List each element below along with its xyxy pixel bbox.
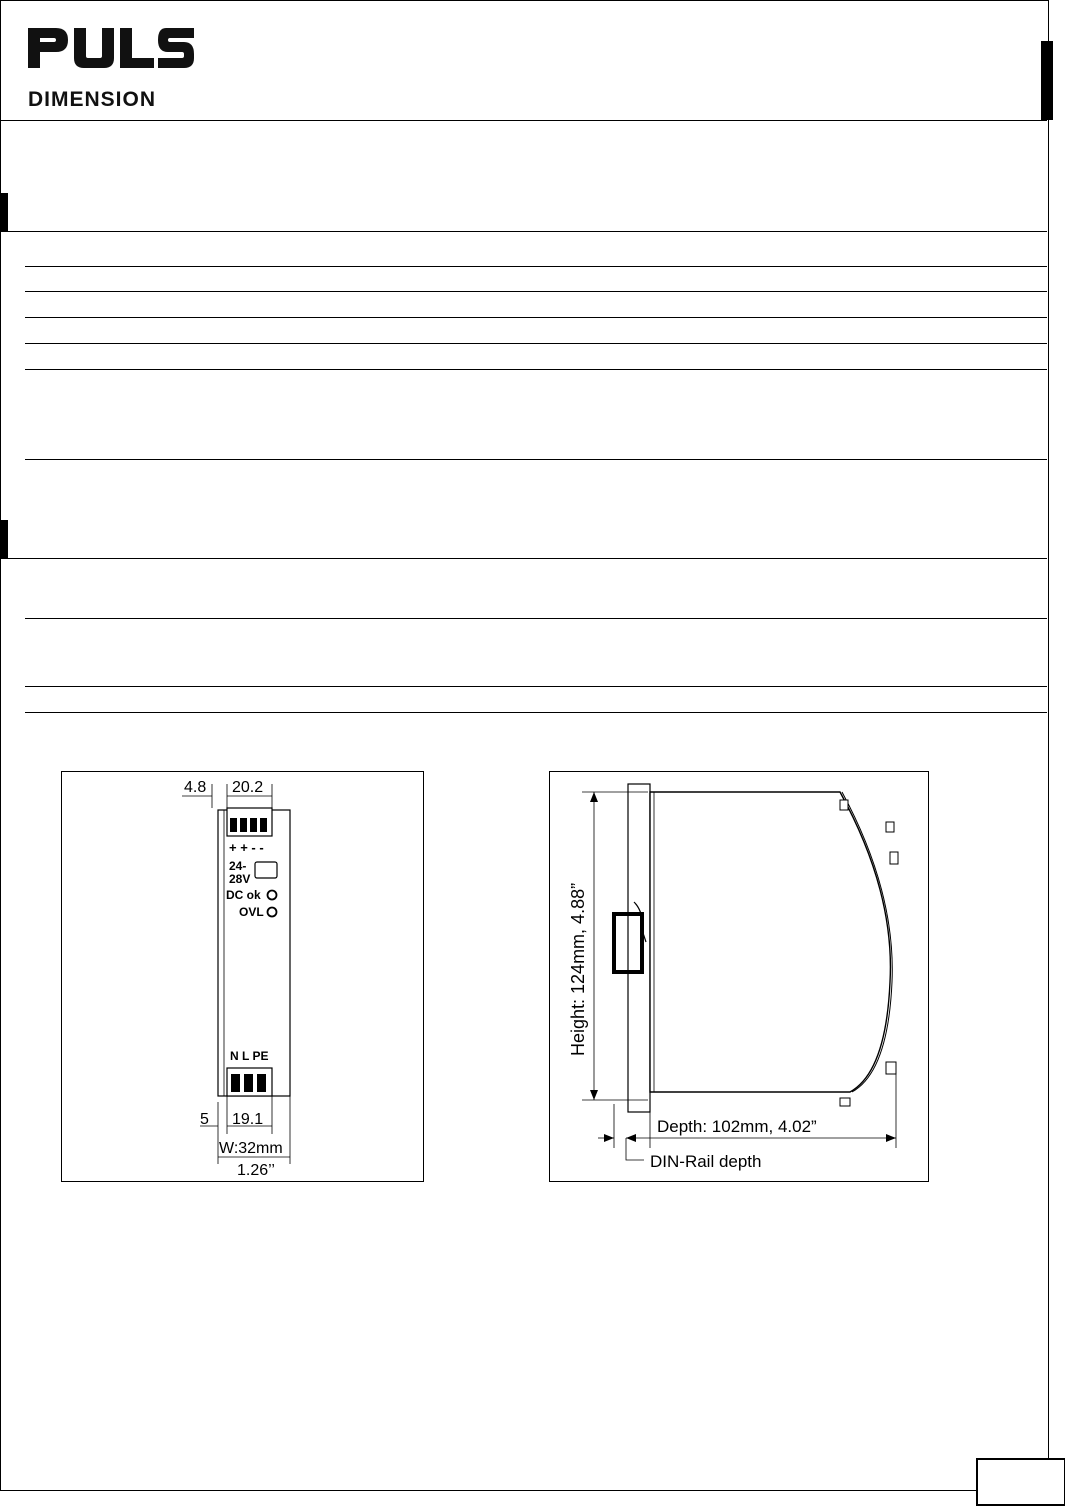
side-view-drawing (549, 771, 929, 1182)
table-row-rule (25, 343, 1047, 344)
table-row-rule (25, 459, 1047, 460)
front-view-drawing (61, 771, 424, 1182)
section-marker-2 (0, 520, 8, 558)
page-number-box (976, 1458, 1065, 1506)
input-terminal-label: N L PE (230, 1049, 269, 1063)
table-row-rule (25, 712, 1047, 713)
voltage-label-1: 24- (229, 859, 247, 873)
depth-label: Depth: 102mm, 4.02” (657, 1117, 817, 1136)
dim-offset-bottom: 5 (200, 1111, 209, 1128)
width-mm-label: W:32mm (219, 1140, 283, 1157)
din-rail-label: DIN-Rail depth (650, 1152, 762, 1171)
table-row-rule (25, 291, 1047, 292)
front-view-svg (62, 772, 423, 1181)
puls-logo (26, 24, 196, 72)
width-inch-label: 1.26’’ (237, 1162, 275, 1179)
section-divider-1 (0, 231, 1047, 232)
header-divider (0, 120, 1047, 121)
dim-terminal-bottom: 19.1 (232, 1111, 264, 1128)
led-dc-ok-label: DC ok (226, 888, 261, 902)
section-divider-2 (0, 558, 1047, 559)
led-ovl-label: OVL (239, 905, 264, 919)
side-view-svg (550, 772, 928, 1181)
height-label: Height: 124mm, 4.88” (568, 882, 588, 1056)
section-marker-1 (0, 193, 8, 231)
dim-terminal-top: 20.2 (232, 779, 264, 796)
dimension-subtitle: DIMENSION (28, 88, 157, 111)
table-row-rule (25, 686, 1047, 687)
header-tab-marker (1041, 41, 1053, 120)
table-row-rule (25, 266, 1047, 267)
table-row-rule (25, 317, 1047, 318)
voltage-label-2: 28V (229, 872, 251, 886)
output-terminal-label: + + - - (229, 840, 264, 855)
table-row-rule (25, 369, 1047, 370)
dim-offset-top: 4.8 (184, 779, 207, 796)
table-row-rule (25, 618, 1047, 619)
